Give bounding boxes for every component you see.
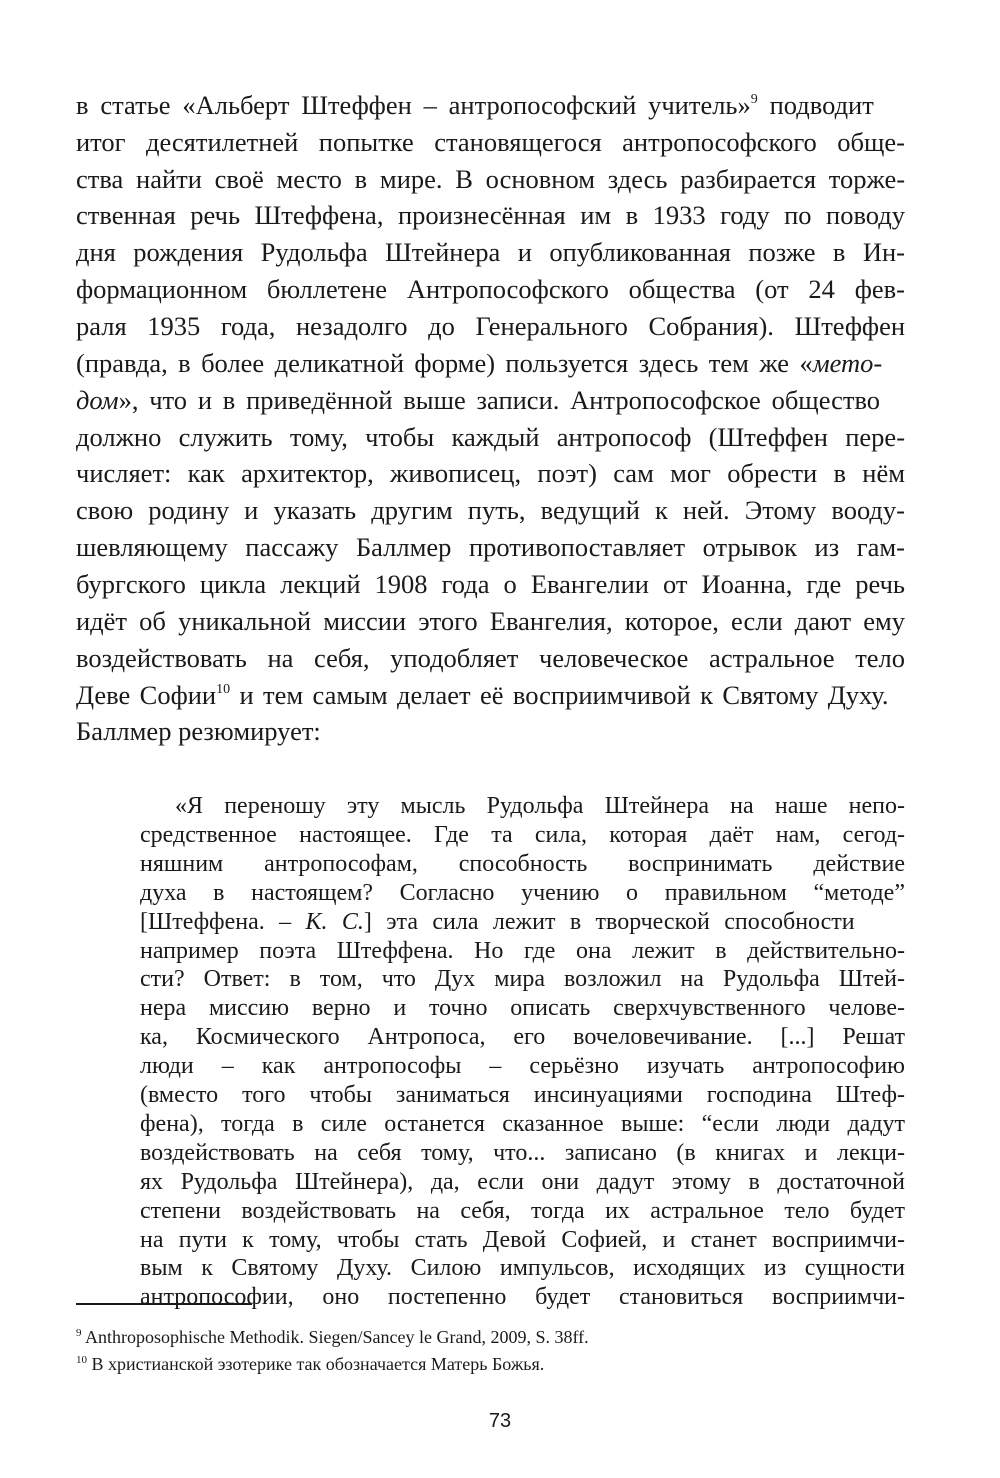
body-line-12: свою родину и указать другим путь, ведущий к ней. Этому вооду- bbox=[76, 495, 905, 525]
footnote-9-text: Anthroposophische Methodik. Siegen/Sancey le Grand, 2009, S. 38ff. bbox=[85, 1327, 589, 1347]
body-line-16: воздействовать на себя, уподобляет человеческое астральное тело bbox=[76, 643, 906, 673]
quote-line-14: ях Рудольфа Штейнера), да, если они дадут этому в достаточной bbox=[140, 1168, 905, 1195]
footnote-9-marker: 9 bbox=[76, 1327, 82, 1339]
body-line-1-text: в статье «Альберт Штеффен – антропософский учитель» bbox=[76, 90, 751, 120]
quote-line-16: на пути к тому, чтобы стать Девой Софией, и станет восприимчи- bbox=[140, 1226, 905, 1253]
body-line-18: Баллмер резюмирует: bbox=[76, 716, 321, 746]
quote-line-9: ка, Космического Антропоса, его вочеловечивание. [...] Решат bbox=[140, 1024, 906, 1051]
footnote-9 bbox=[76, 1328, 589, 1346]
quote-line-13: воздействовать на себя тому, что... записано (в книгах и лекци- bbox=[140, 1139, 905, 1166]
page-number: 73 bbox=[488, 1410, 512, 1432]
quote-line-1: «Я переношу эту мысль Рудольфа Штейнера на наше непо- bbox=[175, 793, 906, 819]
body-line-13: шевляющему пассажу Баллмер противопоставляет отрывок из гам- bbox=[76, 532, 905, 562]
body-line-2: итог десятилетней попытке становящегося антропософского обще- bbox=[76, 127, 905, 157]
body-line-3: ства найти своё место в мире. В основном здесь разбирается торже- bbox=[76, 164, 906, 194]
quote-line-17: вым к Святому Духу. Силою импульсов, исходящих из сущности bbox=[140, 1255, 906, 1282]
body-line-4: ственная речь Штеффена, произнесённая им в 1933 году по поводу bbox=[76, 200, 905, 230]
body-line-1 bbox=[76, 92, 874, 119]
method-word-part2: дом bbox=[76, 385, 119, 415]
body-line-17-text: Деве Софии bbox=[76, 680, 217, 710]
quote-line-3: няшним антропософам, способность воспринимать действие bbox=[140, 850, 906, 877]
editor-initials: К. С. bbox=[305, 908, 364, 935]
body-line-6: формационном бюллетене Антропософского общества (от 24 фев- bbox=[76, 274, 905, 304]
body-line-10: должно служить тому, чтобы каждый антропософ (Штеффен пере- bbox=[76, 422, 906, 452]
body-line-8 bbox=[76, 350, 882, 377]
body-line-7: раля 1935 года, незадолго до Генерального Собрания). Штеффен bbox=[76, 311, 906, 341]
body-line-17-tail: и тем самым делает её восприимчивой к Святому Духу. bbox=[230, 680, 889, 710]
method-word-part1: мето- bbox=[812, 348, 883, 378]
body-line-11: числяет: как архитектор, живописец, поэт) сам мог обрести в нём bbox=[76, 458, 906, 488]
quote-line-8: нера миссию верно и точно описать сверхчувственного челове- bbox=[140, 995, 905, 1022]
body-line-8-text: (правда, в более деликатной форме) пользуется здесь тем же « bbox=[76, 348, 813, 378]
quote-line-11: (вместо того чтобы заниматься инсинуациями господина Штеф- bbox=[140, 1082, 906, 1108]
body-line-15: идёт об уникальной миссии этого Евангелия, которое, если дают ему bbox=[76, 606, 906, 636]
body-line-17 bbox=[76, 682, 889, 709]
quote-line-12: фена), тогда в силе останется сказанное выше: “если люди дадут bbox=[140, 1110, 906, 1137]
body-line-5: дня рождения Рудольфа Штейнера и опубликованная позже в Ин- bbox=[76, 237, 905, 267]
body-line-14: бургского цикла лекций 1908 года о Евангелии от Иоанна, где речь bbox=[76, 569, 906, 599]
quote-line-6: например поэта Штеффена. Но где она лежит в действительно- bbox=[140, 937, 906, 964]
quote-line-15: степени воздействовать на себя, тогда их астральное тело будет bbox=[140, 1197, 905, 1224]
body-line-9-text: », что и в приведённой выше записи. Антропософское общество bbox=[118, 385, 881, 415]
quote-line-7: сти? Ответ: в том, что Дух мира возложил на Рудольфа Штей- bbox=[140, 966, 905, 993]
quote-line-2: средственное настоящее. Где та сила, которая даёт нам, сегод- bbox=[140, 821, 906, 848]
footnote-10-marker: 10 bbox=[76, 1354, 87, 1366]
footnote-ref-10: 10 bbox=[216, 682, 231, 697]
footnote-ref-9: 9 bbox=[750, 92, 758, 107]
quote-line-5 bbox=[140, 910, 855, 934]
quote-line-5-start: [Штеффена. – bbox=[140, 908, 306, 935]
footnote-10 bbox=[76, 1355, 544, 1373]
footnote-10-text: В христианской эзотерике так обозначается Матерь Божья. bbox=[91, 1354, 545, 1374]
quote-line-10: люди – как антропософы – серьёзно изучать антропософию bbox=[140, 1053, 905, 1080]
quote-line-18: антропософии, оно постепенно будет становиться восприимчи- bbox=[140, 1284, 905, 1311]
quote-line-4: духа в настоящем? Согласно учению о правильном “методе” bbox=[140, 879, 905, 906]
quote-line-5-end: ] эта сила лежит в творческой способности bbox=[363, 908, 855, 935]
body-line-9 bbox=[76, 387, 880, 414]
body-line-1-tail: подводит bbox=[757, 90, 874, 120]
